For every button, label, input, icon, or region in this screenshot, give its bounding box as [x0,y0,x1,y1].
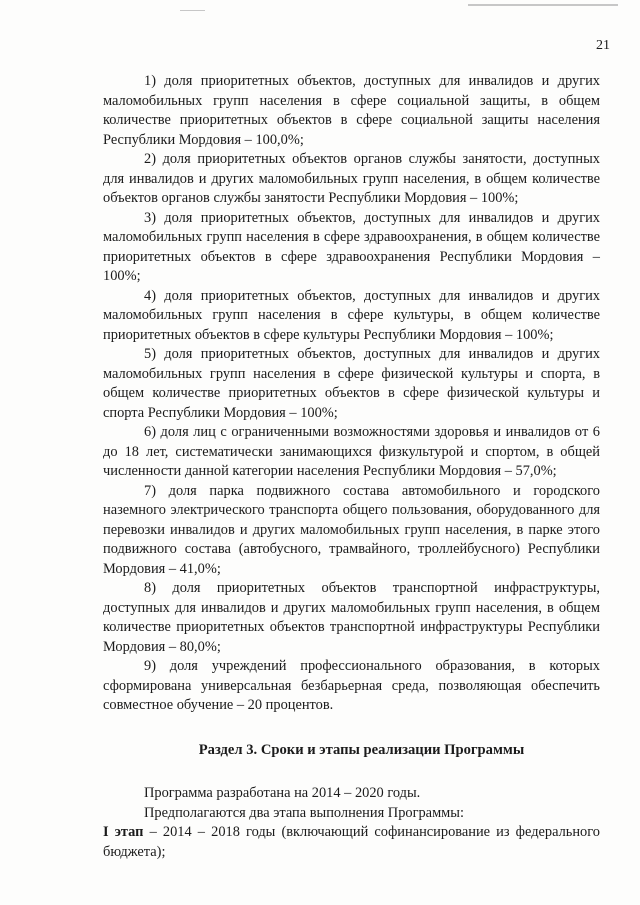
section-paragraph: Программа разработана на 2014 – 2020 годы. [144,785,421,801]
scan-artifact [468,4,618,6]
stage-text: – 2014 – 2018 годы (включающий софинансирование из федерального бюджета); [103,824,600,860]
page-number: 21 [596,38,610,53]
stage-label: I этап [103,824,144,840]
indicator-paragraph: 3) доля приоритетных объектов, доступных для инвалидов и других маломобильных групп населения в сфере здравоохранения, в общем количестве приоритетных объектов в сфере здравоохранения Республики Мордовия – 100%; [103,209,600,284]
indicator-paragraph: 8) доля приоритетных объектов транспортной инфраструктуры, доступных для инвалидов и других маломобильных групп населения, в общем количестве приоритетных объектов транспортной инфраструктуры Республики Мордовия – 80,0%; [103,580,600,655]
stage-paragraph [103,823,600,862]
indicator-paragraph: 5) доля приоритетных объектов, доступных для инвалидов и других маломобильных групп населения в сфере физической культуры и спорта, в общем количестве приоритетных объектов в сфере физической культуры и спорта Республики Мордовия – 100%; [103,346,600,421]
indicator-paragraph: 6) доля лиц с ограниченными возможностями здоровья и инвалидов от 6 до 18 лет, систематически занимающихся физкультурой и спортом, в общей численности данной категории населения Республики Мордовия – 57,0%; [103,424,600,479]
indicator-paragraph: 4) доля приоритетных объектов, доступных для инвалидов и других маломобильных групп населения в сфере культуры, в общем количестве приоритетных объектов в сфере культуры Республики Мордовия – 100%; [103,287,600,343]
indicator-paragraph: 1) доля приоритетных объектов, доступных для инвалидов и других маломобильных групп населения в сфере социальной защиты, в общем количестве приоритетных объектов в сфере социальной защиты населения Республики Мордовия – 100,0%; [103,73,600,148]
section-heading: Раздел 3. Сроки и этапы реализации Программы [198,741,525,758]
document-body [103,72,600,862]
indicator-paragraph: 2) доля приоритетных объектов органов службы занятости, доступных для инвалидов и других маломобильных групп населения, в общем количестве объектов органов службы занятости Республики Мордовия – 100%; [103,151,600,206]
section-paragraph: Предполагаются два этапа выполнения Программы: [144,804,464,821]
scan-artifact [180,10,205,11]
indicator-paragraph: 7) доля парка подвижного состава автомобильного и городского наземного электрического транспорта общего пользования, оборудованного для перевозки инвалидов и других маломобильных групп населения, в парке этого подвижного состава (автобусного, трамвайного, троллейбусного) Республики Мордовия – 41,0%; [103,482,600,577]
indicator-paragraph: 9) доля учреждений профессионального образования, в которых сформирована универсальная безбарьерная среда, позволяющая обеспечить совместное обучение – 20 процентов. [103,658,600,713]
